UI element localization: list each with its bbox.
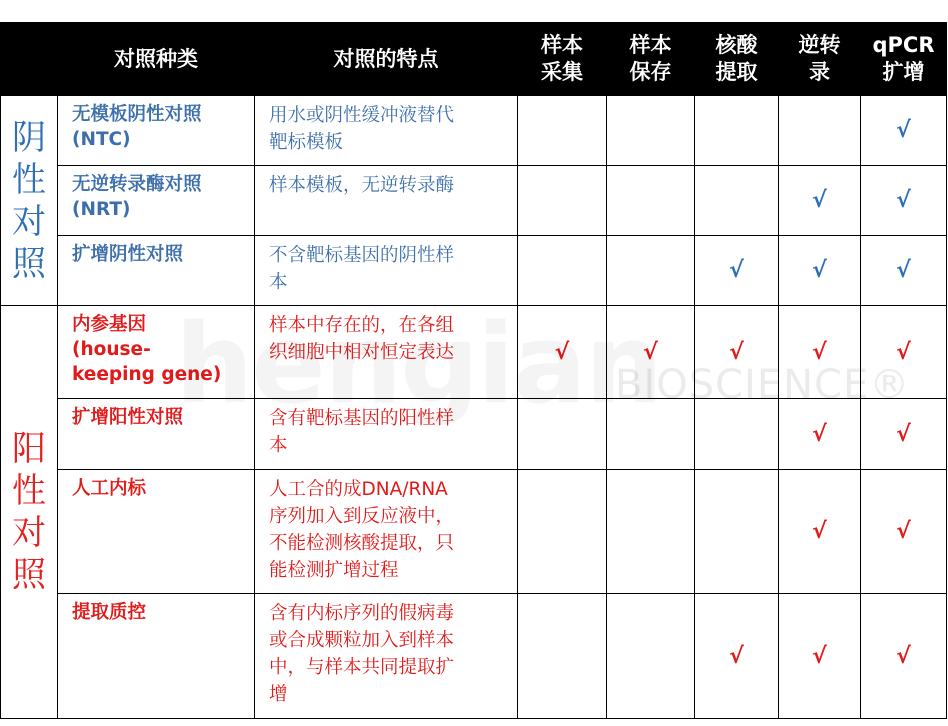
control-feature: 样本中存在的，在各组 织细胞中相对恒定表达: [255, 306, 518, 399]
cell-reverse-transcription: [779, 96, 861, 166]
control-name: 扩增阳性对照: [58, 399, 255, 470]
control-feature: 用水或阴性缓冲液替代 靶标模板: [255, 96, 518, 166]
cell-sample-collection: [518, 236, 607, 306]
table-row: [1, 306, 947, 399]
header-sample-collection: 样本 采集: [518, 23, 607, 96]
header-qpcr-amplification: qPCR 扩增: [861, 23, 947, 96]
control-name: 提取质控: [58, 594, 255, 719]
header-nucleic-extraction: 核酸 提取: [695, 23, 779, 96]
control-name: 内参基因 (house- keeping gene): [58, 306, 255, 399]
control-name: 人工内标: [58, 470, 255, 594]
cell-nucleic-extraction: [695, 96, 779, 166]
check-mark: √: [861, 166, 947, 236]
check-mark: √: [779, 470, 861, 594]
cell-nucleic-extraction: [695, 399, 779, 470]
control-name: 扩增阴性对照: [58, 236, 255, 306]
table-row: [1, 236, 947, 306]
cell-sample-storage: [607, 236, 695, 306]
table-row: [1, 594, 947, 719]
check-mark: √: [779, 594, 861, 719]
control-feature: 人工合的成DNA/RNA 序列加入到反应液中， 不能检测核酸提取，只 能检测扩增过程: [255, 470, 518, 594]
control-feature: 含有靶标基因的阳性样 本: [255, 399, 518, 470]
cell-nucleic-extraction: [695, 166, 779, 236]
cell-sample-storage: [607, 166, 695, 236]
table-row: [1, 399, 947, 470]
check-mark: √: [695, 236, 779, 306]
cell-nucleic-extraction: [695, 470, 779, 594]
control-name: 无逆转录酶对照 (NRT): [58, 166, 255, 236]
check-mark: √: [861, 594, 947, 719]
group-negative-control: 阴 性 对 照: [1, 96, 58, 306]
check-mark: √: [861, 470, 947, 594]
header-blank: [1, 23, 58, 96]
cell-sample-storage: [607, 594, 695, 719]
control-feature: 样本模板，无逆转录酶: [255, 166, 518, 236]
control-feature: 含有内标序列的假病毒 或合成颗粒加入到样本 中，与样本共同提取扩 增: [255, 594, 518, 719]
check-mark: √: [607, 306, 695, 399]
header-sample-storage: 样本 保存: [607, 23, 695, 96]
watermark-subtitle: BIOSCIENCE®: [615, 362, 911, 408]
group-positive-control: 阳 性 对 照: [1, 306, 58, 719]
header-features: 对照的特点: [255, 23, 518, 96]
cell-sample-storage: [607, 96, 695, 166]
check-mark: √: [861, 306, 947, 399]
check-mark: √: [861, 236, 947, 306]
control-name: 无模板阴性对照 (NTC): [58, 96, 255, 166]
check-mark: √: [861, 96, 947, 166]
cell-sample-collection: [518, 399, 607, 470]
cell-sample-collection: [518, 594, 607, 719]
cell-sample-collection: [518, 166, 607, 236]
header-type: 对照种类: [58, 23, 255, 96]
check-mark: √: [861, 399, 947, 470]
cell-sample-storage: [607, 399, 695, 470]
cell-sample-collection: [518, 96, 607, 166]
table-row: [1, 96, 947, 166]
top-strip: [0, 0, 948, 22]
table-row: [1, 470, 947, 594]
check-mark: √: [779, 166, 861, 236]
qpcr-controls-table: [0, 22, 947, 719]
check-mark: √: [695, 594, 779, 719]
control-feature: 不含靶标基因的阴性样 本: [255, 236, 518, 306]
table-row: [1, 166, 947, 236]
cell-sample-storage: [607, 470, 695, 594]
check-mark: √: [779, 399, 861, 470]
check-mark: √: [779, 236, 861, 306]
check-mark: √: [695, 306, 779, 399]
cell-sample-collection: [518, 470, 607, 594]
check-mark: √: [779, 306, 861, 399]
header-reverse-transcription: 逆转 录: [779, 23, 861, 96]
header-row: [1, 23, 947, 96]
check-mark: √: [518, 306, 607, 399]
